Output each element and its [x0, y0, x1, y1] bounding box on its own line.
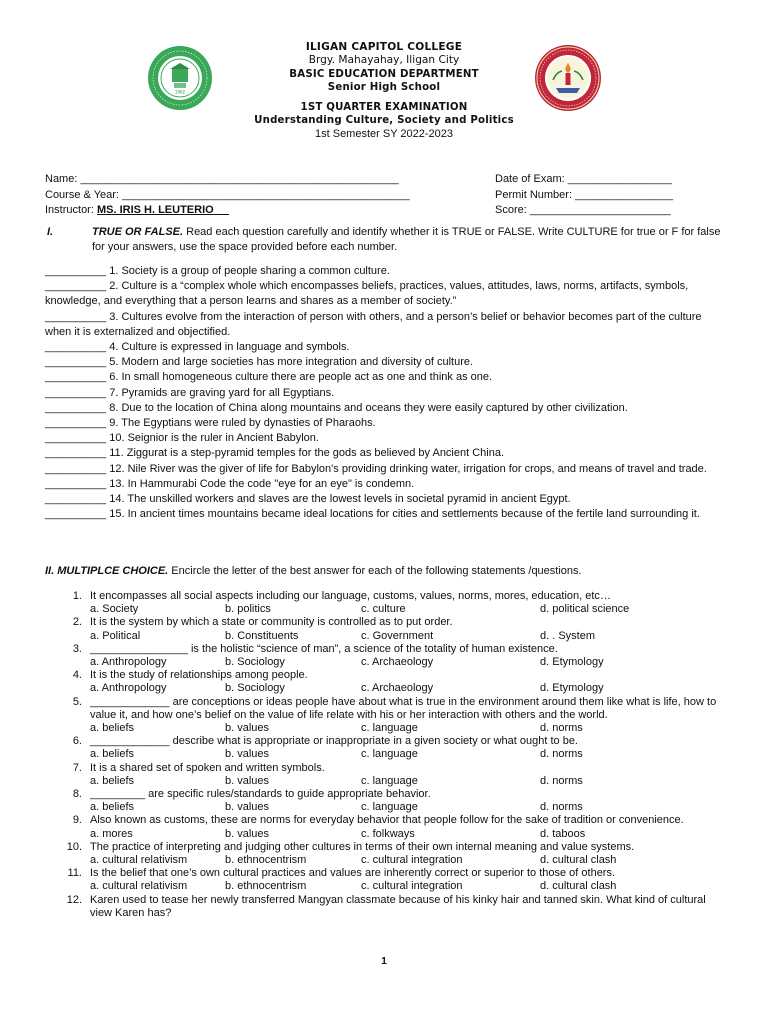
answer-options — [45, 801, 725, 814]
question-number: 1. — [72, 590, 82, 602]
answer-option[interactable]: b. Sociology — [225, 682, 285, 695]
answer-option[interactable]: a. beliefs — [90, 721, 135, 734]
answer-option[interactable]: d. cultural clash — [540, 880, 617, 893]
answer-option[interactable]: b. ethnocentrism — [225, 853, 307, 866]
school-level: Senior High School — [327, 81, 441, 93]
seal-year-text: 1962 — [174, 89, 186, 95]
answer-option[interactable]: a. Political — [90, 629, 141, 642]
question-text: _____________ are conceptions or ideas people have about what is true in the environment around them like what is life, how to value it, and how one’s belief on the value of life relate with his or her interaction with others and the world. — [90, 695, 717, 721]
instructor-name: MS. IRIS H. LEUTERIO — [96, 204, 214, 216]
question-text: Also known as customs, these are norms for everyday behavior that people follow for the sake of tradition or convenience. — [90, 814, 684, 827]
tf-item: __________ 11. Ziggurat is a step-pyramid temples for the gods as believed by Ancient China. — [45, 447, 505, 460]
answer-options — [45, 656, 725, 669]
score-field[interactable]: Score: _______________________ — [495, 204, 671, 216]
answer-option[interactable]: c. Government — [361, 629, 434, 642]
answer-option[interactable]: a. beliefs — [90, 801, 135, 814]
page-number: 1 — [381, 956, 387, 967]
tf-item: __________ 13. In Hammurabi Code the code "eye for an eye" is condemn. — [45, 477, 415, 490]
tf-item: __________ 4. Culture is expressed in language and symbols. — [45, 341, 350, 354]
question-text: Is the belief that one’s own cultural practices and values are inherently correct or superior to those of others. — [90, 867, 616, 880]
question-number: 7. — [72, 761, 82, 774]
question-text: ________________ is the holistic “science of man”, a science of the totality of human existence. — [90, 642, 558, 655]
multiple-choice-list — [45, 590, 725, 920]
answer-option[interactable]: c. cultural integration — [361, 880, 463, 893]
question-text: It encompasses all social aspects including our language, customs, values, norms, mores, education, etc… — [90, 590, 611, 602]
section-multiple-choice-heading — [45, 564, 735, 579]
question-text: _____________ describe what is appropriate or inappropriate in a given society or what ought to be. — [90, 735, 578, 748]
answer-option[interactable]: c. culture — [361, 603, 406, 616]
question-number: 4. — [72, 669, 82, 682]
college-name: ILIGAN CAPITOL COLLEGE — [305, 41, 463, 53]
answer-option[interactable]: b. values — [225, 827, 270, 840]
answer-option[interactable]: a. beliefs — [90, 748, 135, 761]
college-address: Brgy. Mahayahay, Iligan City — [308, 54, 460, 67]
mc-question — [45, 590, 725, 603]
section-instructions: Read each question carefully and identify whether it is TRUE or FALSE. Write CULTURE for true or F for false for your answers, use the space provided before each number. — [92, 226, 721, 253]
answer-option[interactable]: a. mores — [90, 827, 133, 840]
question-number: 5. — [72, 695, 82, 708]
question-number: 2. — [72, 616, 82, 629]
question-number: 9. — [72, 814, 82, 827]
exam-title: 1ST QUARTER EXAMINATION — [300, 102, 468, 114]
answer-option[interactable]: c. Archaeology — [361, 682, 434, 695]
answer-option[interactable]: d. Etymology — [540, 682, 604, 695]
tf-item: __________ 8. Due to the location of China along mountains and oceans they were easily captured by other civilization. — [45, 401, 628, 414]
answer-option[interactable]: b. values — [225, 721, 270, 734]
answer-option[interactable]: b. Constituents — [225, 629, 299, 642]
mc-question — [45, 788, 725, 801]
answer-option[interactable]: d. . System — [540, 629, 596, 642]
mc-question — [45, 735, 725, 748]
answer-option[interactable]: b. ethnocentrism — [225, 880, 307, 893]
answer-option[interactable]: d. political science — [540, 603, 630, 616]
subject-title: Understanding Culture, Society and Politics — [254, 115, 514, 127]
answer-option[interactable]: d. norms — [540, 721, 583, 734]
tf-item: __________ 10. Seignior is the ruler in Ancient Babylon. — [45, 432, 319, 445]
answer-option[interactable]: a. beliefs — [90, 774, 135, 787]
answer-options — [45, 630, 725, 643]
answer-options — [45, 682, 725, 695]
answer-options — [45, 775, 725, 788]
answer-options — [45, 748, 725, 761]
answer-option[interactable]: d. taboos — [540, 827, 586, 840]
semester-label: 1st Semester SY 2022-2023 — [315, 127, 453, 140]
tf-item: __________ 12. Nile River was the giver of life for Babylon's providing drinking water, irrigation for crops, and means of travel and trade. — [45, 462, 707, 475]
section-title: II. MULTIPLCE CHOICE. — [45, 565, 169, 577]
document-header — [0, 41, 768, 141]
mc-question — [45, 814, 725, 827]
answer-options — [45, 722, 725, 735]
answer-options — [45, 828, 725, 841]
true-false-list — [45, 264, 725, 522]
answer-option[interactable]: c. language — [361, 748, 418, 761]
student-info-left — [45, 172, 410, 219]
answer-option[interactable]: d. norms — [540, 801, 583, 814]
question-text: The practice of interpreting and judging other cultures in terms of their own internal meaning and value systems. — [90, 840, 635, 853]
section-title: TRUE OR FALSE. — [92, 226, 184, 238]
tf-item: __________ 7. Pyramids are graving yard for all Egyptians. — [45, 386, 335, 399]
course-year-field[interactable]: Course & Year: _______________________________________________ — [45, 188, 410, 201]
mc-question — [45, 867, 725, 880]
section-number: I. — [47, 226, 54, 238]
department-name: BASIC EDUCATION DEPARTMENT — [289, 68, 479, 80]
question-number: 11. — [67, 867, 82, 880]
answer-option[interactable]: a. cultural relativism — [90, 853, 188, 866]
answer-options — [45, 854, 725, 867]
answer-option[interactable]: a. Anthropology — [90, 655, 167, 668]
question-text: It is a shared set of spoken and written symbols. — [90, 761, 325, 774]
question-number: 6. — [72, 735, 82, 748]
answer-option[interactable]: c. cultural integration — [361, 853, 463, 866]
question-text: _________ are specific rules/standards to guide appropriate behavior. — [90, 787, 431, 800]
tf-item: __________ 6. In small homogeneous culture there are people act as one and think as one. — [45, 371, 493, 384]
mc-question — [45, 894, 725, 920]
mc-question — [45, 669, 725, 682]
answer-option[interactable]: b. Sociology — [225, 655, 285, 668]
answer-option[interactable]: a. cultural relativism — [90, 880, 188, 893]
tf-item: __________ 9. The Egyptians were ruled by dynasties of Pharaohs. — [45, 417, 376, 430]
answer-option[interactable]: b. values — [225, 801, 270, 814]
answer-options — [45, 880, 725, 893]
answer-option[interactable]: c. Archaeology — [361, 655, 434, 668]
question-number: 8. — [72, 787, 82, 800]
name-field[interactable]: Name: ____________________________________________________ — [45, 173, 399, 185]
mc-question — [45, 762, 725, 775]
answer-option[interactable]: b. values — [225, 774, 270, 787]
answer-option[interactable]: d. Etymology — [540, 655, 604, 668]
answer-option[interactable]: c. folkways — [361, 827, 415, 840]
instructor-field: Instructor: MS. IRIS H. LEUTERIO — [45, 204, 214, 216]
mc-question — [45, 643, 725, 656]
mc-question — [45, 696, 725, 722]
question-number: 3. — [72, 642, 82, 655]
question-text: It is the study of relationships among people. — [90, 669, 308, 682]
mc-question — [45, 616, 725, 629]
tf-item: __________ 3. Cultures evolve from the interaction of person with others, and a person’s belief or behavior becomes part of the culture when it is externalized and objectified. — [45, 310, 702, 338]
tf-item: __________ 1. Society is a group of people sharing a common culture. — [45, 265, 390, 277]
question-text: Karen used to tease her newly transferred Mangyan classmate because of his kinky hair and tanned skin. What kind of cultural view Karen has? — [90, 893, 706, 919]
section-instructions: Encircle the letter of the best answer for each of the following statements /questions. — [168, 565, 582, 577]
answer-option[interactable]: a. Anthropology — [90, 682, 167, 695]
tf-item: __________ 5. Modern and large societies has more integration and diversity of culture. — [45, 356, 474, 369]
answer-options — [45, 603, 725, 616]
answer-option[interactable]: d. norms — [540, 748, 583, 761]
answer-option[interactable]: c. language — [361, 801, 418, 814]
question-text: It is the system by which a state or community is controlled as to put order. — [90, 616, 453, 629]
answer-option[interactable]: c. language — [361, 774, 418, 787]
question-number: 12. — [66, 893, 82, 906]
mc-question — [45, 841, 725, 854]
answer-option[interactable]: a. Society — [90, 603, 139, 616]
answer-option[interactable]: b. values — [225, 748, 270, 761]
section-true-false-heading — [47, 225, 727, 254]
answer-option[interactable]: d. cultural clash — [540, 853, 617, 866]
tf-item: __________ 14. The unskilled workers and slaves are the lowest levels in societal pyramid in ancient Egypt. — [45, 493, 571, 506]
tf-item: __________ 2. Culture is a “complex whole which encompasses beliefs, practices, values, attitudes, laws, norms, artifacts, symbols, knowledge, and everything that a person learns and shares as a member of society.” — [45, 280, 689, 308]
tf-item: __________ 15. In ancient times mountains became ideal locations for cities and settlements because of the fertile land surrounding it. — [45, 508, 700, 521]
student-info-right — [495, 172, 673, 219]
answer-option[interactable]: b. politics — [225, 603, 271, 616]
answer-option[interactable]: d. norms — [540, 774, 583, 787]
question-number: 10. — [66, 840, 82, 853]
answer-option[interactable]: c. language — [361, 721, 418, 734]
date-field[interactable]: Date of Exam: _________________ — [495, 173, 672, 185]
permit-field[interactable]: Permit Number: ________________ — [495, 188, 673, 201]
